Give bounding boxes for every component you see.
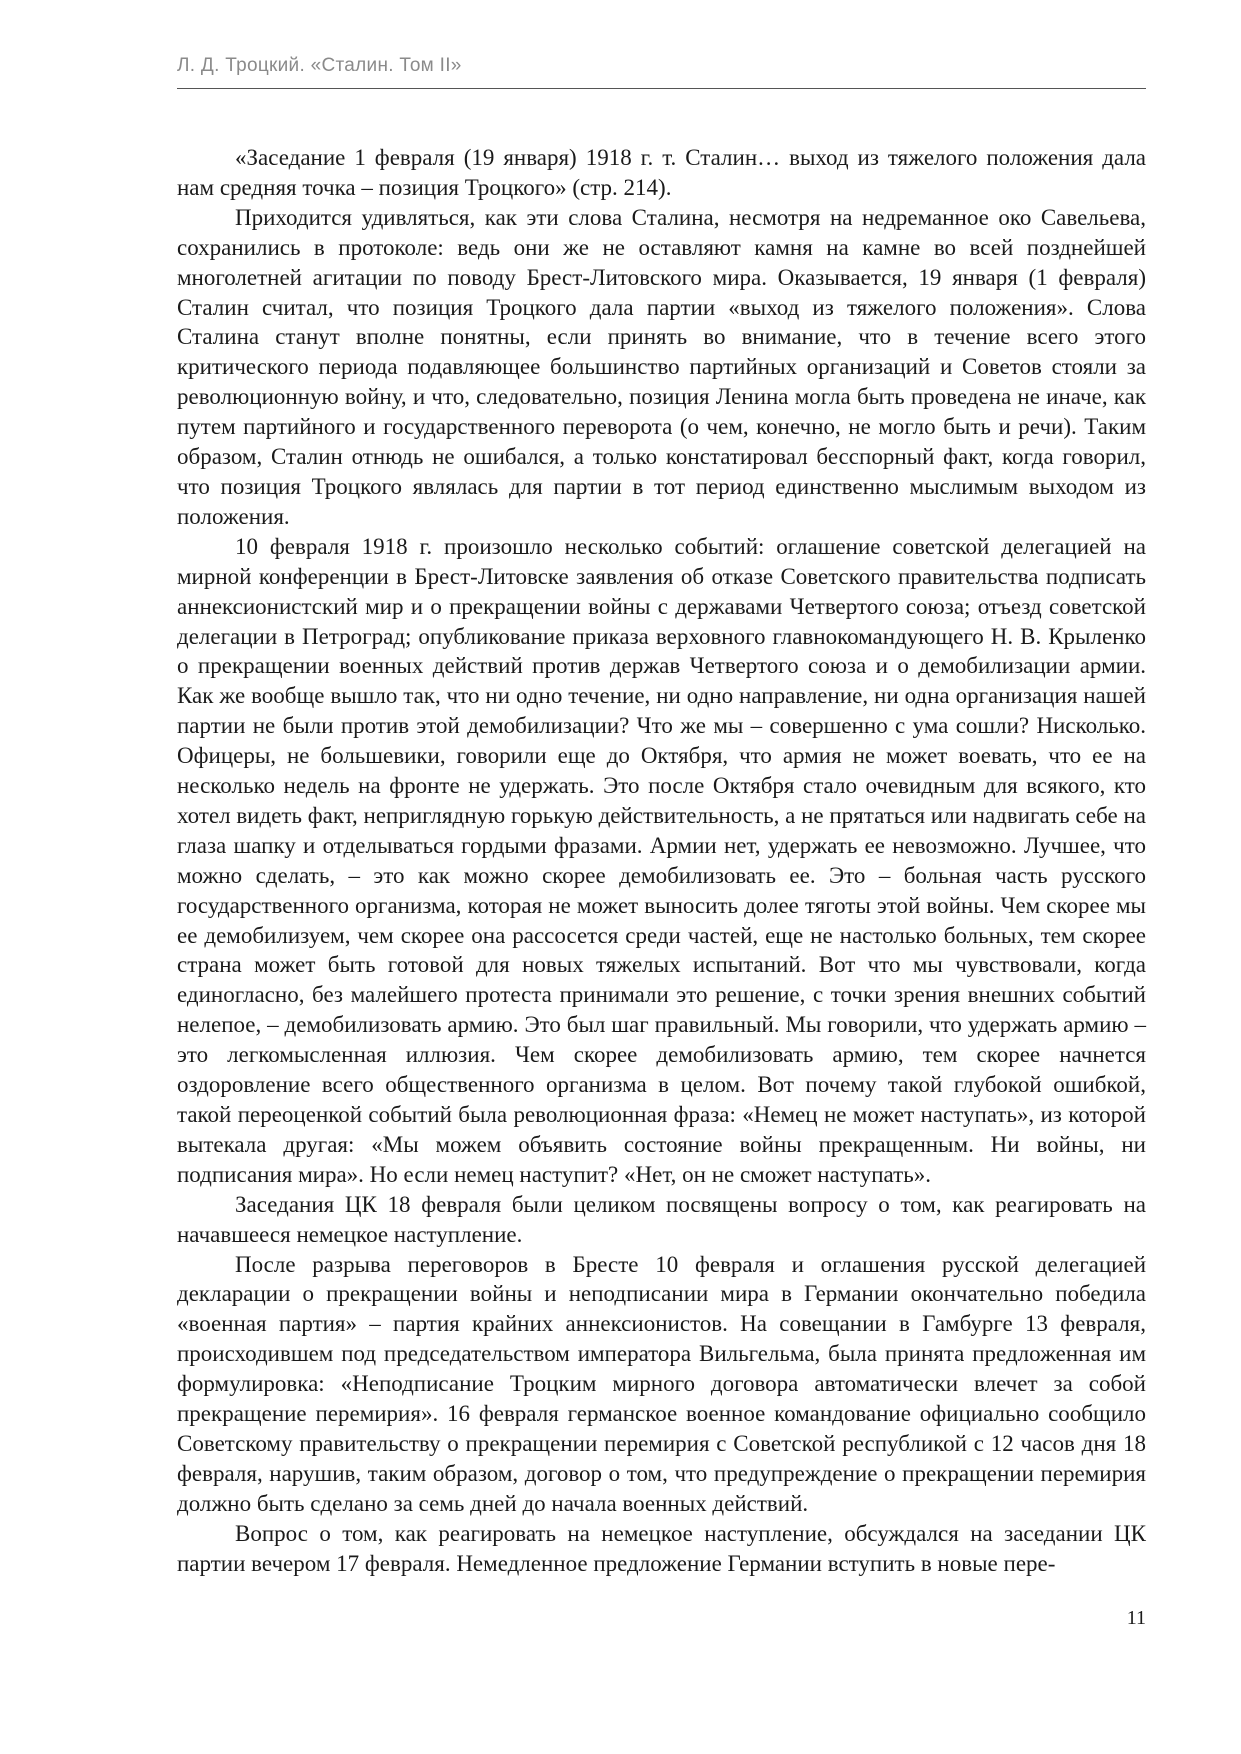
paragraph-1: «Заседание 1 февраля (19 января) 1918 г. т. Сталин… выход из тяжелого положения дала нам средняя точка – позиция Троцкого» (стр. 214).	[177, 145, 1146, 200]
page-number: 11	[1126, 1607, 1146, 1629]
paragraph-4: Заседания ЦК 18 февраля были целиком посвящены вопросу о том, как реагировать на начавшееся немецкое наступление.	[177, 1191, 1146, 1247]
paragraph-5: После разрыва переговоров в Бресте 10 февраля и оглашения русской делегацией декларации о прекращении войны и неподписании мира в Германии окончательно победила «военная партия» – партия крайних аннексионистов. На совещании в Гамбурге 13 февраля, происходившем под председательством императора Вильгельма, была принята предложенная им формулировка: «Неподписание Троцким мирного договора автоматически влечет за собой прекращение перемирия». 16 февраля германское военное командование официально сообщило Советскому правительству о прекращении перемирия с Советской республикой с 12 часов дня 18 февраля, нарушив, таким образом, договор о том, что предупреждение о прекращении перемирия должно быть сделано за семь дней до начала военных действий.	[177, 1251, 1146, 1516]
page-body-text	[177, 143, 1146, 1579]
header-divider	[177, 88, 1146, 89]
paragraph-3: 10 февраля 1918 г. произошло несколько событий: оглашение советской делегацией на мирной конференции в Брест-Литовске заявления об отказе Советского правительства подписать аннексионистский мир и о прекращении войны с державами Четвертого союза; отъезд советской делегации в Петроград; опубликование приказа верховного главнокомандующего Н. В. Крыленко о прекращении военных действий против держав Четвертого союза и о демобилизации армии. Как же вообще вышло так, что ни одно течение, ни одно направление, ни одна организация нашей партии не были против этой демобилизации? Что же мы – совершенно с ума сошли? Нисколько. Офицеры, не большевики, говорили еще до Октября, что армия не может воевать, что ее на несколько недель на фронте не удержать. Это после Октября стало очевидным для всякого, кто хотел видеть факт, неприглядную горькую действительность, а не прятаться или надвигать себе на глаза шапку и отделываться гордыми фразами. Армии нет, удержать ее невозможно. Лучшее, что можно сделать, – это как можно скорее демобилизовать ее. Это – больная часть русского государственного организма, которая не может выносить долее тяготы этой войны. Чем скорее мы ее демобилизуем, чем скорее она рассосется среди частей, еще не настолько больных, тем скорее страна может быть готовой для новых тяжелых испытаний. Вот что мы чувствовали, когда единогласно, без малейшего протеста принимали это решение, с точки зрения внешних событий нелепое, – демобилизовать армию. Это был шаг правильный. Мы говорили, что удержать армию – это легкомысленная иллюзия. Чем скорее демобилизовать армию, тем скорее начнется оздоровление всего общественного организма в целом. Вот почему такой глубокой ошибкой, такой переоценкой событий была революционная фраза: «Немец не может наступать», из которой вытекала другая: «Мы можем объявить состояние войны прекращенным. Ни войны, ни подписания мира». Но если немец наступит? «Нет, он не сможет наступать».	[177, 533, 1146, 1187]
paragraph-6: Вопрос о том, как реагировать на немецкое наступление, обсуждался на заседании ЦК партии вечером 17 февраля. Немедленное предложение Германии вступить в новые пере-	[177, 1520, 1146, 1576]
running-header-title: Л. Д. Троцкий. «Сталин. Том II»	[177, 55, 462, 76]
paragraph-2: Приходится удивляться, как эти слова Сталина, несмотря на недреманное око Савельева, сохранились в протоколе: ведь они же не оставляют камня на камне во всей позднейшей многолетней агитации по поводу Брест-Литовского мира. Оказывается, 19 января (1 февраля) Сталин считал, что позиция Троцкого дала партии «выход из тяжелого положения». Слова Сталина станут вполне понятны, если принять во внимание, что в течение всего этого критического периода подавляющее большинство партийных организаций и Советов стояли за революционную войну, и что, следовательно, позиция Ленина могла быть проведена не иначе, как путем партийного и государственного переворота (о чем, конечно, не могло быть и речи). Таким образом, Сталин отнюдь не ошибался, а только констатировал бесспорный факт, когда говорил, что позиция Троцкого являлась для партии в тот период единственно мыслимым выходом из положения.	[177, 204, 1146, 529]
